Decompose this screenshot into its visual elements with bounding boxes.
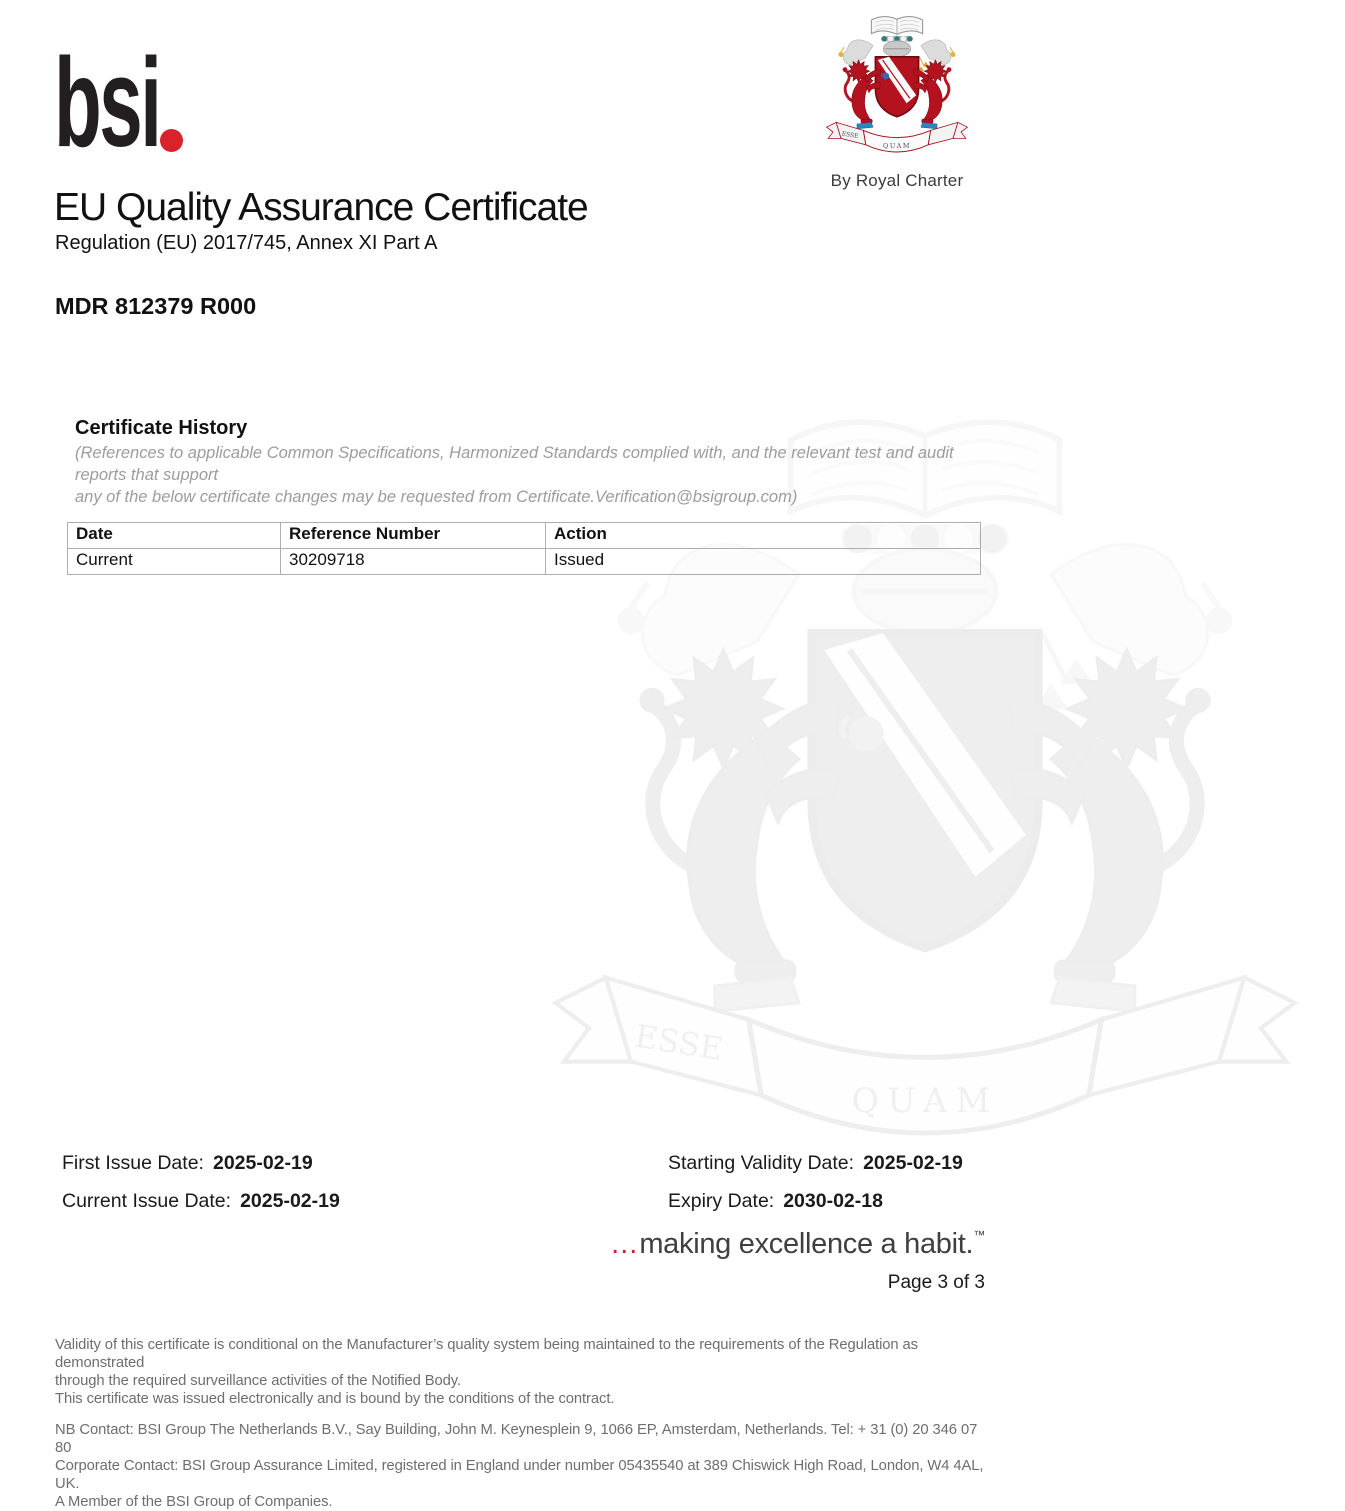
bsi-tagline [611, 1228, 985, 1261]
certificate-history-table [67, 522, 981, 575]
page-number: Page 3 of 3 [887, 1272, 985, 1293]
validity-dates-block [668, 1152, 963, 1228]
footer-contact-line: Corporate Contact: BSI Group Assurance Limited, registered in England under number 05435540 at 389 Chiswick High Road, London, W4 4AL, UK. [55, 1458, 984, 1492]
table-header-row [68, 522, 981, 548]
page-title: EU Quality Assurance Certificate [54, 186, 588, 229]
certificate-number: MDR 812379 R000 [55, 293, 257, 319]
issue-dates-block [62, 1152, 340, 1228]
starting-validity-date-value: 2025-02-19 [863, 1152, 963, 1174]
bsi-logo-dot [160, 129, 183, 152]
current-issue-date-row [62, 1190, 340, 1214]
royal-charter-block [812, 12, 982, 191]
footer-contact-paragraph [55, 1421, 985, 1511]
footer-validity-line: through the required surveillance activities of the Notified Body. [55, 1373, 462, 1389]
expiry-date-row [668, 1190, 963, 1214]
expiry-date-label: Expiry Date: [668, 1190, 775, 1212]
tagline-dots: ... [611, 1228, 639, 1260]
first-issue-date-row [62, 1152, 340, 1176]
royal-charter-caption: By Royal Charter [830, 171, 964, 190]
cell-action: Issued [546, 548, 981, 574]
history-note-line2: any of the below certificate changes may be requested from Certificate.Verification@bsigroup.com) [75, 487, 798, 506]
starting-validity-date-row [668, 1152, 963, 1176]
tagline-text: making excellence a habit. [639, 1228, 974, 1260]
cell-date: Current [68, 548, 281, 574]
bsi-logo [54, 32, 274, 173]
footer-validity-line: This certificate was issued electronically and is bound by the conditions of the contract. [55, 1391, 615, 1407]
history-heading: Certificate History [75, 417, 248, 439]
starting-validity-date-label: Starting Validity Date: [668, 1152, 855, 1174]
current-issue-date-value: 2025-02-19 [240, 1190, 340, 1212]
footer [55, 1336, 985, 1511]
column-header-reference-number: Reference Number [281, 522, 546, 548]
history-note [75, 443, 980, 509]
column-header-action: Action [546, 522, 981, 548]
cell-reference-number: 30209718 [281, 548, 546, 574]
footer-contact-line: NB Contact: BSI Group The Netherlands B.V., Say Building, John M. Keynesplein 9, 1066 EP, Amsterdam, Netherlands. Tel: + 31 (0) 20 346 07 80 [55, 1422, 978, 1456]
first-issue-date-value: 2025-02-19 [212, 1152, 313, 1174]
expiry-date-value: 2030-02-18 [783, 1190, 883, 1212]
bsi-logo-text: bsi [54, 32, 160, 173]
footer-validity-paragraph [55, 1336, 985, 1408]
first-issue-date-label: First Issue Date: [62, 1152, 204, 1174]
column-header-date: Date [68, 522, 281, 548]
footer-contact-line: A Member of the BSI Group of Companies. [55, 1494, 333, 1510]
regulation-subtitle: Regulation (EU) 2017/745, Annex XI Part A [55, 232, 438, 254]
current-issue-date-label: Current Issue Date: [62, 1190, 232, 1212]
certificate-history-section [75, 417, 980, 575]
royal-charter-crest-icon [817, 12, 977, 164]
trademark-symbol: ™ [973, 1228, 985, 1242]
table-row [68, 548, 981, 574]
history-note-line1: (References to applicable Common Specifications, Harmonized Standards complied with, and the relevant test and audit reports that support [75, 444, 954, 484]
footer-validity-line: Validity of this certificate is conditional on the Manufacturer’s quality system being maintained to the requirements of the Regulation as demonstrated [55, 1337, 918, 1371]
